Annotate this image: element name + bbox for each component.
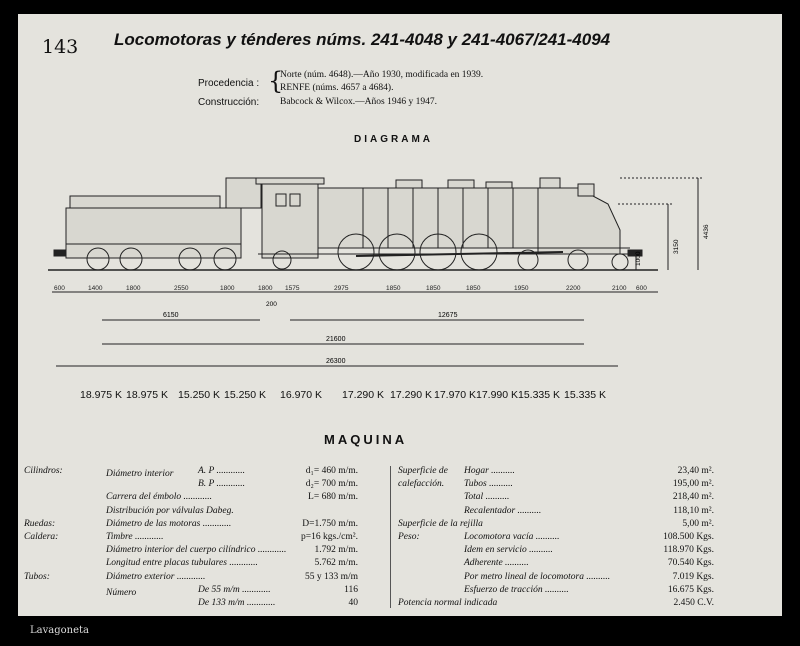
segment-label: 2550 bbox=[174, 285, 189, 292]
axle-load-labels bbox=[80, 389, 606, 401]
spec-item: Hogar .......... bbox=[464, 466, 515, 476]
spec-item: A. P ............ bbox=[198, 466, 246, 476]
segment-label: 1850 bbox=[426, 285, 441, 292]
page-number: 143 bbox=[42, 36, 79, 58]
spec-item: Idem en servicio .......... bbox=[464, 545, 553, 556]
segment-label: 1800 bbox=[126, 285, 141, 292]
spec-value: 70.540 Kgs. bbox=[667, 558, 714, 569]
spec-item: Adherente .......... bbox=[464, 558, 529, 569]
procedencia-line-2: RENFE (núms. 4657 a 4684). bbox=[280, 83, 394, 93]
axle-load-label: 17.970 K bbox=[434, 389, 477, 401]
spec-value: 16.675 Kgs. bbox=[667, 584, 714, 595]
spec-value: 1.792 m/m. bbox=[314, 545, 358, 556]
spec-item: Total .......... bbox=[464, 492, 510, 503]
procedencia-label: Procedencia : bbox=[198, 78, 260, 89]
spec-item: Timbre ............ bbox=[106, 532, 164, 542]
segment-label: 2200 bbox=[566, 285, 581, 292]
spec-value: 195,00 m². bbox=[672, 479, 714, 490]
spec-item: Diámetro de las motoras ............ bbox=[106, 518, 232, 529]
spec-category: Cilindros: bbox=[24, 466, 63, 476]
spec-item: De 55 m/m ............ bbox=[198, 584, 271, 595]
spec-category: Ruedas: bbox=[24, 518, 56, 529]
spec-category: Superficie de bbox=[398, 466, 448, 476]
column-divider bbox=[390, 466, 391, 608]
spec-category: Caldera: bbox=[24, 532, 59, 542]
diagram-title: DIAGRAMA bbox=[354, 134, 433, 145]
spec-item: Locomotora vacía .......... bbox=[464, 532, 560, 542]
gap-label: 200 bbox=[266, 301, 277, 308]
segment-label: 1400 bbox=[88, 285, 103, 292]
axle-load-label: 15.250 K bbox=[178, 389, 221, 401]
span-26300: 26300 bbox=[326, 358, 346, 365]
spec-item: Por metro lineal de locomotora .......... bbox=[464, 571, 611, 582]
spec-value: 118.970 Kgs. bbox=[663, 545, 714, 556]
segment-label: 1850 bbox=[386, 285, 401, 292]
spec-item: Tubos .......... bbox=[464, 479, 513, 490]
axle-load-label: 15.250 K bbox=[224, 389, 267, 401]
segment-label: 1800 bbox=[220, 285, 235, 292]
construccion-label: Construcción: bbox=[198, 97, 260, 108]
procedencia-line-1: Norte (núm. 4648).—Año 1930, modificada en 1939. bbox=[280, 70, 484, 80]
spec-item: B. P ............ bbox=[198, 479, 246, 490]
segment-label: 1850 bbox=[466, 285, 481, 292]
spec-item: Diámetro interior del cuerpo cilíndrico ............ bbox=[106, 545, 287, 556]
spec-value: 23,40 m². bbox=[677, 466, 714, 476]
spec-value: 5.762 m/m. bbox=[314, 558, 358, 569]
document-page bbox=[18, 14, 782, 616]
segment-label: 2975 bbox=[334, 285, 349, 292]
height-1000: 1000 bbox=[635, 251, 642, 266]
spec-value: 5,00 m². bbox=[682, 518, 714, 529]
span-12675: 12675 bbox=[438, 312, 458, 319]
span-6150: 6150 bbox=[163, 312, 179, 319]
spec-item: Carrera del émbolo ............ bbox=[106, 492, 212, 503]
locomotive-diagram bbox=[18, 144, 782, 404]
axle-load-label: 16.970 K bbox=[280, 389, 323, 401]
spec-value: d₂= 700 m/m. bbox=[305, 479, 358, 490]
segment-label: 1575 bbox=[285, 285, 300, 292]
spec-item: De 133 m/m ............ bbox=[198, 598, 276, 608]
spec-item: Esfuerzo de tracción .......... bbox=[464, 584, 569, 595]
spec-value: p=16 kgs./cm². bbox=[300, 532, 358, 542]
segment-label: 2100 bbox=[612, 285, 627, 292]
segment-labels bbox=[54, 285, 647, 292]
segment-label: 1800 bbox=[258, 285, 273, 292]
spec-value: 108.500 Kgs. bbox=[663, 532, 714, 542]
brace: { bbox=[268, 67, 284, 95]
spec-category: Peso: bbox=[398, 532, 420, 542]
axle-load-label: 17.290 K bbox=[390, 389, 433, 401]
spec-value: 116 bbox=[344, 584, 358, 595]
spec-item: Longitud entre placas tubulares ............ bbox=[106, 558, 258, 569]
spec-value: L= 680 m/m. bbox=[308, 492, 358, 503]
axle-load-label: 15.335 K bbox=[564, 389, 607, 401]
spec-item: Distribución por válvulas Dabeg. bbox=[106, 505, 234, 516]
span-21600: 21600 bbox=[326, 336, 346, 343]
segment-label: 600 bbox=[54, 285, 65, 292]
spec-value: 218,40 m². bbox=[672, 492, 714, 503]
spec-item: Diámetro exterior ............ bbox=[106, 571, 206, 582]
spec-item: Recalentador .......... bbox=[464, 505, 542, 516]
spec-value: 118,10 m². bbox=[673, 505, 714, 516]
axle-load-label: 18.975 K bbox=[126, 389, 169, 401]
spec-value: D=1.750 m/m. bbox=[302, 518, 358, 529]
height-4436: 4436 bbox=[703, 224, 710, 239]
spec-category: Potencia normal indicada bbox=[398, 598, 498, 608]
section-title: MAQUINA bbox=[324, 432, 408, 447]
axle-load-label: 17.290 K bbox=[342, 389, 385, 401]
page-title: Locomotoras y ténderes núms. 241-4048 y 241-4067/241-4094 bbox=[114, 30, 611, 49]
watermark: Lavagoneta bbox=[30, 625, 89, 636]
axle-load-label: 17.990 K bbox=[476, 389, 519, 401]
spec-value: d₁= 460 m/m. bbox=[305, 466, 358, 476]
spec-value: 7.019 Kgs. bbox=[672, 571, 714, 582]
height-3150: 3150 bbox=[673, 239, 680, 254]
axle-load-label: 15.335 K bbox=[518, 389, 561, 401]
spec-value: 55 y 133 m/m bbox=[304, 571, 358, 582]
spec-value: 2.450 C.V. bbox=[673, 598, 714, 608]
axle-load-label: 18.975 K bbox=[80, 389, 123, 401]
spec-category: Tubos: bbox=[24, 571, 50, 582]
segment-label: 600 bbox=[636, 285, 647, 292]
construccion-value: Babcock & Wilcox.—Años 1946 y 1947. bbox=[280, 97, 437, 107]
spec-value: 40 bbox=[348, 598, 358, 608]
spec-group-label: Diámetro interior bbox=[106, 469, 174, 479]
spec-category: calefacción. bbox=[398, 479, 445, 490]
spec-group-label: Número bbox=[106, 587, 137, 598]
spec-category: Superficie de la rejilla bbox=[398, 518, 483, 529]
segment-label: 1950 bbox=[514, 285, 529, 292]
